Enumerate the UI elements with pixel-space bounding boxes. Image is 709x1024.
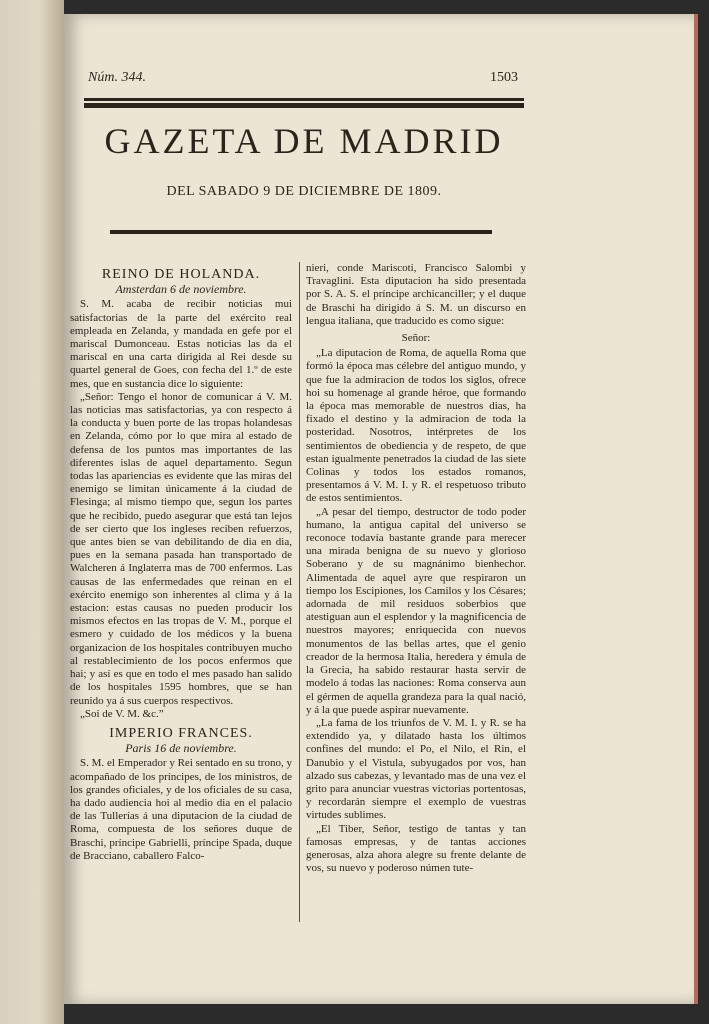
facing-page-edge [0, 0, 64, 1024]
right-column [306, 262, 526, 875]
article-paragraph: nieri, conde Mariscoti, Francisco Salombi y Travaglini. Esta diputacion ha sido presentada por S. A. S. el príncipe archicanciller; y el duque de Braschi ha dirigido á S. M. un discurso en lengua italiana, que traducido es como sigue: [306, 262, 526, 327]
article-paragraph: „A pesar del tiempo, destructor de todo poder humano, la antigua capital del universo se reconoce todavía bastante grande para merecer una mirada benigna de su nuevo y glorioso Soberano y de su magnánimo bienhechor. Alimentada de aquel ayre que respiraron un tiempo los Escipiones, los Camilos y los Césares; adornada de mil residuos soberbios que atestiguan aun el esplendor y la magnificencia de nuestros mayores; enriquecida con nuevos monumentos de las bellas artes, que el genio creador de la hermosa Italia, heredera y émula de la Grecia, ha sabido restaurar hasta servir de modelo á todas las naciones: Roma conserva aun el gérmen de aquella grandeza para la qual nació, y á la que puede aspirar nuevamente. [306, 505, 526, 716]
issue-number: Núm. 344. [88, 70, 146, 85]
masthead-rule [110, 230, 492, 234]
section-dateline-amsterdan: Amsterdan 6 de noviembre. [115, 282, 247, 297]
article-paragraph: „Señor: Tengo el honor de comunicar á V. M. las noticias mas satisfactorias, ya con respecto á la conducta y buen porte de las tropas holandesas en Zelanda, cómo por lo que mira al estado de defensa de los puntos mas importantes de las diferentes islas de aquel departamento. Segun todas las apariencias es evidente que las miras del enemigo se limitan únicamente á la ciudad de Flesinga; al mismo tiempo que, segun los partes que he recibido, puedo asegurar que está tan lejos de ser cierto que los ingleses reciben refuerzos, que antes bien se van debilitando de dia en dia, pues en la semana pasada han transportado de Walcheren á Inglaterra mas de 700 enfermos. Las causas de las enfermedades que reinan en el exército enemigo son inherentes al clima y á la estacion: estas causas no pueden producir los mismos efectos en las tropas de V. M., porque el esmero y cuidado de los médicos y la buena organizacion de los hospitales contribuyen mucho al restablecimiento de los pocos enfermos que hai; y así es que en todo el mes pasado han salido de los hospitales 1595 hombres, que se han reunido ya á sus cuerpos respectivos. [70, 390, 292, 707]
article-paragraph: „La diputacion de Roma, de aquella Roma que formó la época mas célebre del antiguo mundo, y que fue la admiracion de todos los siglos, ofrece hoi su homenage al grande héroe, que formando la época mas memorable de nuestros dias, ha fixado el destino y la admiracion de toda la posteridad. Nosotros, intérpretes de los sentimientos de obediencia y de respeto, de que estan igualmente penetrados la ciudad de las siete Colinas y todos los estados romanos, presentamos á V. M. I. y R. el respetuoso tributo de estos sentimientos. [306, 347, 526, 505]
masthead-title: GAZETA DE MADRID [104, 121, 504, 161]
article-paragraph: S. M. el Emperador y Rei sentado en su trono, y acompañado de los príncipes, de los ministros, de los grandes oficiales, y de los oficiales de su casa, ha dado audiencia hoi al medio dia en el palacio de las Tullerías á una diputacion de la ciudad de Roma, compuesta de los señores duque de Braschi, príncipe Gabrielli, príncipe Spada, duque de Bracciano, caballero Falco- [70, 757, 292, 862]
article-paragraph: „Soi de V. M. &c.” [80, 707, 164, 720]
page-edge [694, 14, 698, 1004]
salutation: Señor: [401, 332, 431, 345]
section-title-imperio: IMPERIO FRANCES. [109, 725, 253, 741]
left-column [70, 262, 292, 863]
header-rule [84, 98, 524, 108]
article-paragraph: „El Tiber, Señor, testigo de tantas y tan famosas empresas, y de tantas acciones generosas, alza ahora alegre su frente delante de vos, su nuevo y poderoso númen tute- [306, 822, 526, 875]
section-title-holanda: REINO DE HOLANDA. [101, 267, 261, 282]
article-paragraph: „La fama de los triunfos de V. M. I. y R. se ha extendido ya, y dilatado hasta los últimos confines del mundo: el Po, el Nilo, el Rin, el Danubio y el Vistula, subyugados por vos, han alzado sus cabezas, y levantado mas de una vez el grito para anunciar vuestras victorias portentosas, y recordarán siempre el exemplo de vuestras virtudes sublimes. [306, 716, 526, 822]
issue-dateline: DEL SABADO 9 DE DICIEMBRE DE 1809. [166, 184, 442, 199]
article-paragraph: S. M. acaba de recibir noticias mui satisfactorias de la parte del exército real empleada en Zelanda, y mandada en gefe por el mariscal Dumonceau. Estas noticias las da el mariscal en una carta dirigida al Rei desde su quartel general de Goes, con fecha del 1.º de este mes, que en sustancia dice lo siguiente: [70, 298, 292, 390]
column-divider [299, 262, 300, 922]
page-number: 1503 [490, 70, 518, 85]
section-dateline-paris: Paris 16 de noviembre. [125, 741, 237, 756]
